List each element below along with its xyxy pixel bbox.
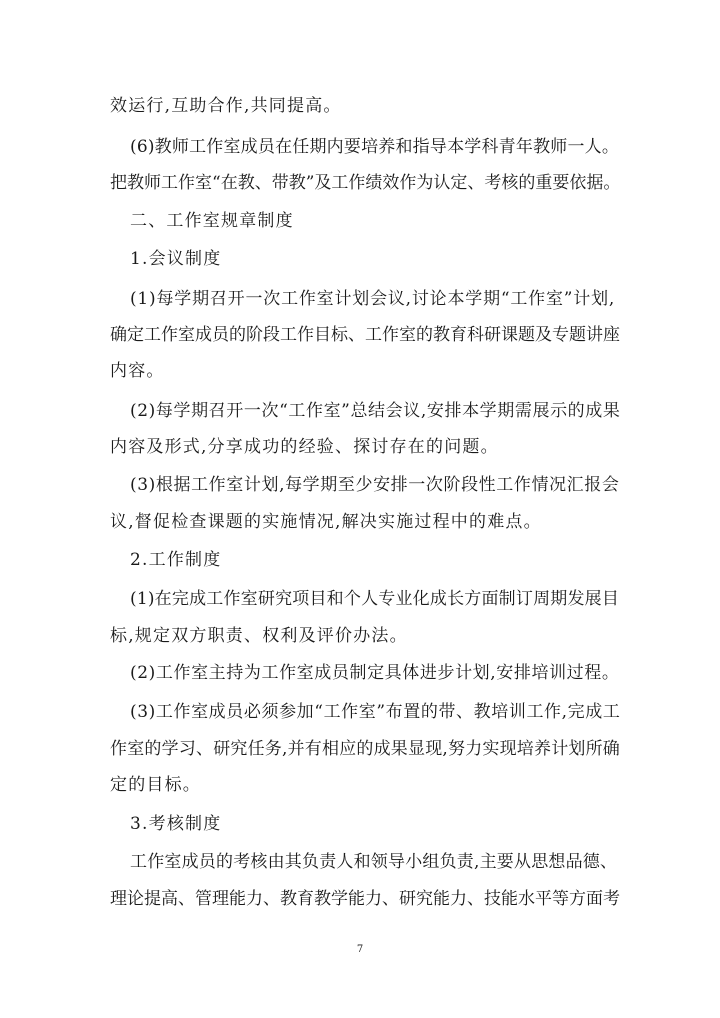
text-line: (2)工作室主持为工作室成员制定具体进步计划,安排培训过程。 <box>130 663 620 683</box>
text-line: (1)每学期召开一次工作室计划会议,讨论本学期“工作室”计划, <box>130 289 616 309</box>
page-number: 7 <box>356 944 364 955</box>
text-line: 工作室成员的考核由其负责人和领导小组负责,主要从思想品德、 <box>130 852 618 872</box>
text-line: 把教师工作室“在教、带教”及工作绩效作为认定、考核的重要依据。 <box>110 173 621 193</box>
section-heading: 二、工作室规章制度 <box>130 211 294 231</box>
subsection-heading: 2.工作制度 <box>130 550 222 570</box>
text-line: 确定工作室成员的阶段工作目标、工作室的教育科研课题及专题讲座 <box>110 325 620 345</box>
text-line: 内容及形式,分享成功的经验、探讨存在的问题。 <box>110 437 499 457</box>
text-line: 定的目标。 <box>110 775 201 795</box>
text-line: (3)根据工作室计划,每学期至少安排一次阶段性工作情况汇报会 <box>130 475 620 495</box>
text-line: 理论提高、管理能力、教育教学能力、研究能力、技能水平等方面考 <box>110 889 620 909</box>
text-line: 作室的学习、研究任务,并有相应的成果显现,努力实现培养计划所确 <box>110 739 621 759</box>
text-line: (1)在完成工作室研究项目和个人专业化成长方面制订周期发展目 <box>130 589 620 609</box>
text-line: (3)工作室成员必须参加“工作室”布置的带、教培训工作,完成工 <box>130 702 621 722</box>
subsection-heading: 1.会议制度 <box>130 249 222 269</box>
text-line: 议,督促检查课题的实施情况,解决实施过程中的难点。 <box>110 512 542 532</box>
text-line: (2)每学期召开一次“工作室”总结会议,安排本学期需展示的成果 <box>130 401 621 421</box>
text-line: 内容。 <box>110 361 165 381</box>
text-line: (6)教师工作室成员在任期内要培养和指导本学科青年教师一人。 <box>130 137 620 157</box>
text-line: 标,规定双方职责、权利及评价办法。 <box>110 626 408 646</box>
subsection-heading: 3.考核制度 <box>130 814 222 834</box>
text-line: 效运行,互助合作,共同提高。 <box>110 96 342 116</box>
